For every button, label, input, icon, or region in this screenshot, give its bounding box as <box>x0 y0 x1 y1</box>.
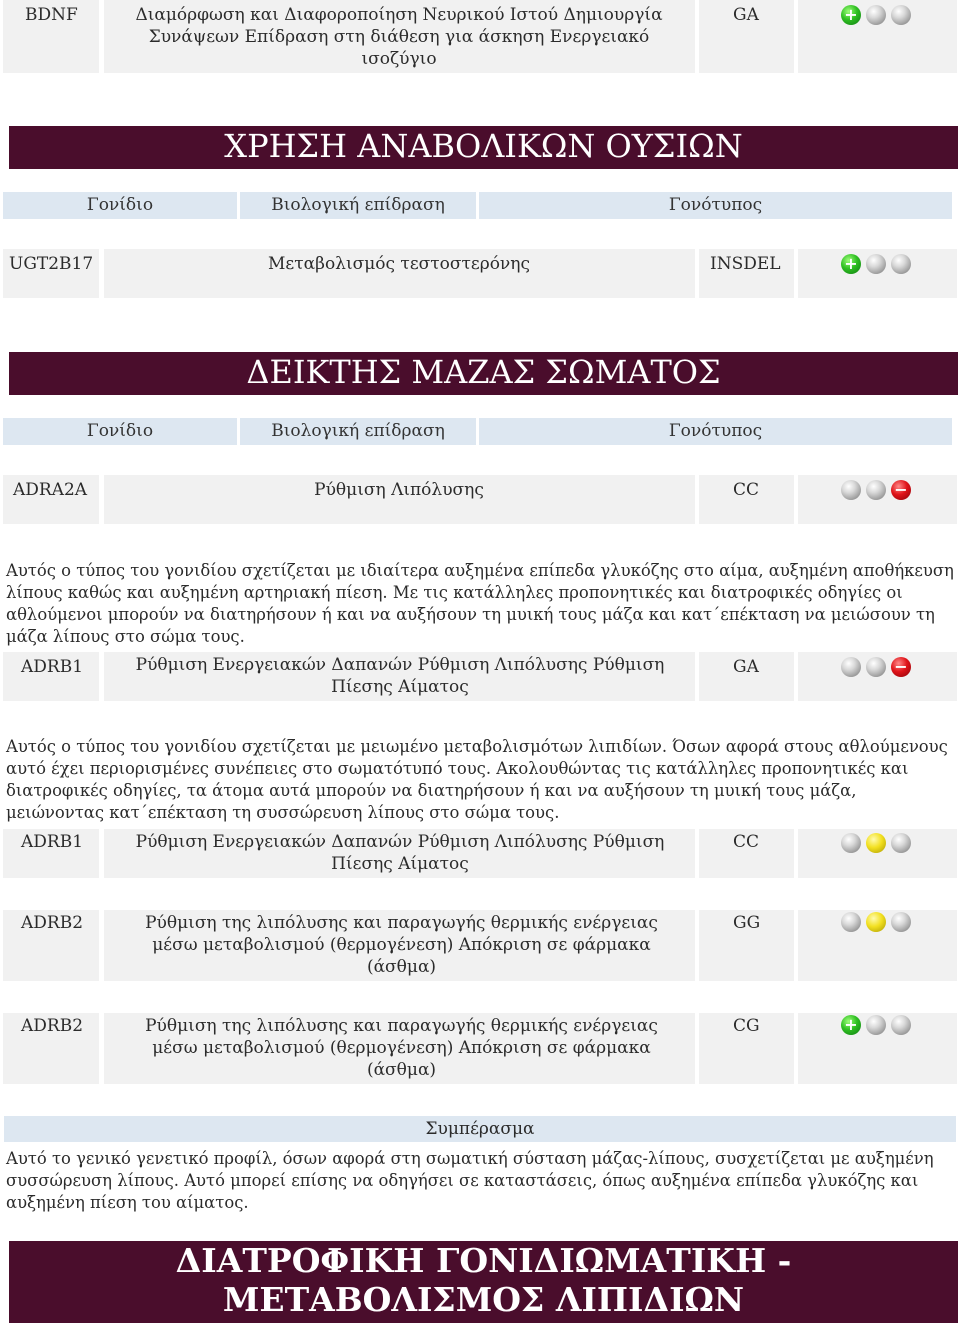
genotype-value: GA <box>733 5 759 25</box>
plus-icon: + <box>841 254 861 274</box>
effect-cell <box>104 1013 695 1084</box>
gene-cell <box>3 652 99 701</box>
gray-dot-icon <box>841 833 861 853</box>
rating-cell <box>798 249 957 298</box>
table-row <box>0 910 960 981</box>
gene-name: ADRB2 <box>21 1016 84 1036</box>
genotype-cell <box>699 910 794 981</box>
gray-dot-icon <box>891 1015 911 1035</box>
description-paragraph: Αυτός ο τύπος του γονιδίου σχετίζεται με ιδιαίτερα αυξημένα επίπεδα γλυκόζης στο αίμα, αυξημένη αποθήκευση λίπους καθώς και αυξημένη αρτηριακή πίεση. Με τις κατάλληλες προπονητικές και διατροφικές οδηγίες οι αθλούμενοι μπορούν να διατηρήσουν ή και να αυξήσουν τη μυική τους μάζα και κατ΄επέκταση να μειώσουν τη μάζα λίπους στο σώμα τους. <box>6 561 954 646</box>
effect-text: Ρύθμιση Λιπόλυσης <box>314 480 484 500</box>
effect-cell <box>104 910 695 981</box>
genotype-value: GG <box>733 913 761 933</box>
gray-dot-icon <box>891 5 911 25</box>
table-header <box>0 192 960 219</box>
table-row <box>0 652 960 701</box>
gene-name: UGT2B17 <box>9 254 94 274</box>
section-banner <box>9 1241 958 1323</box>
gray-dot-icon <box>841 912 861 932</box>
gray-dot-icon <box>866 1015 886 1035</box>
conclusion-text: Αυτό το γενικό γενετικό προφίλ, όσων αφορά στη σωματική σύσταση μάζας-λίπους, συσχετίζεται με αυξημένη συσσώρευση λίπους. Αυτό μπορεί επίσης να οδηγήσει σε καταστάσεις, όπως αυξημένα επίπεδα γλυκόζης και αυξημένη πίεση του αίματος. <box>6 1149 934 1212</box>
genotype-cell <box>699 0 794 73</box>
section-banner: ΔΕΙΚΤΗΣ ΜΑΖΑΣ ΣΩΜΑΤΟΣ <box>9 352 958 395</box>
gray-dot-icon <box>866 254 886 274</box>
rating-cell <box>798 652 957 701</box>
table-row <box>0 829 960 878</box>
table-row <box>0 249 960 298</box>
gray-dot-icon <box>841 480 861 500</box>
header-gene: Γονίδιο <box>3 192 237 219</box>
genotype-cell <box>699 475 794 524</box>
header-genotype: Γονότυπος <box>479 192 952 219</box>
table-row <box>0 475 960 524</box>
effect-text: Διαμόρφωση και Διαφοροποίηση Νευρικού Ιστού Δημιουργία Συνάψεων Επίδραση στη διάθεση για άσκηση Ενεργειακό ισοζύγιο <box>135 5 663 69</box>
effect-cell <box>104 829 695 878</box>
genotype-value: CG <box>733 1016 760 1036</box>
genotype-value: GA <box>733 657 759 677</box>
genotype-value: CC <box>733 480 760 500</box>
header-effect: Βιολογική επίδραση <box>240 418 476 445</box>
genotype-value: INSDEL <box>710 254 781 274</box>
gene-cell <box>3 829 99 878</box>
gene-cell <box>3 475 99 524</box>
genotype-cell <box>699 829 794 878</box>
yellow-dot-icon <box>866 833 886 853</box>
gray-dot-icon <box>841 657 861 677</box>
gene-name: ADRB2 <box>21 913 84 933</box>
header-effect: Βιολογική επίδραση <box>240 192 476 219</box>
effect-text: Ρύθμιση της λιπόλυσης και παραγωγής θερμικής ενέργειας μέσω μεταβολισμού (θερμογένεση) Απόκριση σε φάρμακα (άσθμα) <box>145 1016 658 1080</box>
gene-cell <box>3 1013 99 1084</box>
gene-cell <box>3 910 99 981</box>
gray-dot-icon <box>891 912 911 932</box>
genotype-cell <box>699 1013 794 1084</box>
rating-cell <box>798 910 957 981</box>
header-gene: Γονίδιο <box>3 418 237 445</box>
rating-cell <box>798 475 957 524</box>
gene-name: ADRA2A <box>13 480 88 500</box>
gene-name: ADRB1 <box>21 832 84 852</box>
gray-dot-icon <box>866 480 886 500</box>
conclusion-title: Συμπέρασμα <box>4 1116 956 1142</box>
table-header <box>0 418 960 445</box>
table-row <box>0 0 960 73</box>
gray-dot-icon <box>891 833 911 853</box>
gene-cell <box>3 249 99 298</box>
minus-icon: − <box>891 480 911 500</box>
genotype-cell <box>699 652 794 701</box>
effect-text: Ρύθμιση Ενεργειακών Δαπανών Ρύθμιση Λιπόλυσης Ρύθμιση Πίεσης Αίματος <box>135 655 665 697</box>
gene-name: BDNF <box>25 5 78 25</box>
effect-text: Μεταβολισμός τεστοστερόνης <box>268 254 530 274</box>
effect-cell <box>104 0 695 73</box>
plus-icon: + <box>841 1015 861 1035</box>
genotype-cell <box>699 249 794 298</box>
section-banner: ΧΡΗΣΗ ΑΝΑΒΟΛΙΚΩΝ ΟΥΣΙΩΝ <box>9 126 958 169</box>
header-genotype: Γονότυπος <box>479 418 952 445</box>
plus-icon: + <box>841 5 861 25</box>
gene-name: ADRB1 <box>21 657 84 677</box>
effect-cell <box>104 475 695 524</box>
effect-text: Ρύθμιση Ενεργειακών Δαπανών Ρύθμιση Λιπόλυσης Ρύθμιση Πίεσης Αίματος <box>135 832 665 874</box>
section-title: ΔΙΑΤΡΟΦΙΚΗ ΓΟΝΙΔΙΩΜΑΤΙΚΗ - ΜΕΤΑΒΟΛΙΣΜΟΣ ΛΙΠΙΔΙΩΝ <box>175 1241 792 1319</box>
effect-cell <box>104 249 695 298</box>
rating-cell <box>798 829 957 878</box>
effect-cell <box>104 652 695 701</box>
gray-dot-icon <box>866 657 886 677</box>
table-row <box>0 1013 960 1084</box>
gray-dot-icon <box>891 254 911 274</box>
rating-cell <box>798 1013 957 1084</box>
effect-text: Ρύθμιση της λιπόλυσης και παραγωγής θερμικής ενέργειας μέσω μεταβολισμού (θερμογένεση) Απόκριση σε φάρμακα (άσθμα) <box>145 913 658 977</box>
gray-dot-icon <box>866 5 886 25</box>
minus-icon: − <box>891 657 911 677</box>
yellow-dot-icon <box>866 912 886 932</box>
genotype-value: CC <box>733 832 760 852</box>
gene-cell <box>3 0 99 73</box>
description-paragraph: Αυτός ο τύπος του γονιδίου σχετίζεται με μειωμένο μεταβολισμότων λιπιδίων. Όσων αφορά στους αθλούμενους αυτό έχει περιορισμένες συνέπειες στο σωματότυπό τους. Ακολουθώντας τις κατάλληλες προπονητικές και διατροφικές οδηγίες, τα άτομα αυτά μπορούν να διατηρήσουν ή και να αυξήσουν τη μυική τους μάζα, μειώνοντας κατ΄επέκταση τη συσσώρευση λίπους στο σώμα τους. <box>6 737 948 822</box>
rating-cell <box>798 0 957 73</box>
